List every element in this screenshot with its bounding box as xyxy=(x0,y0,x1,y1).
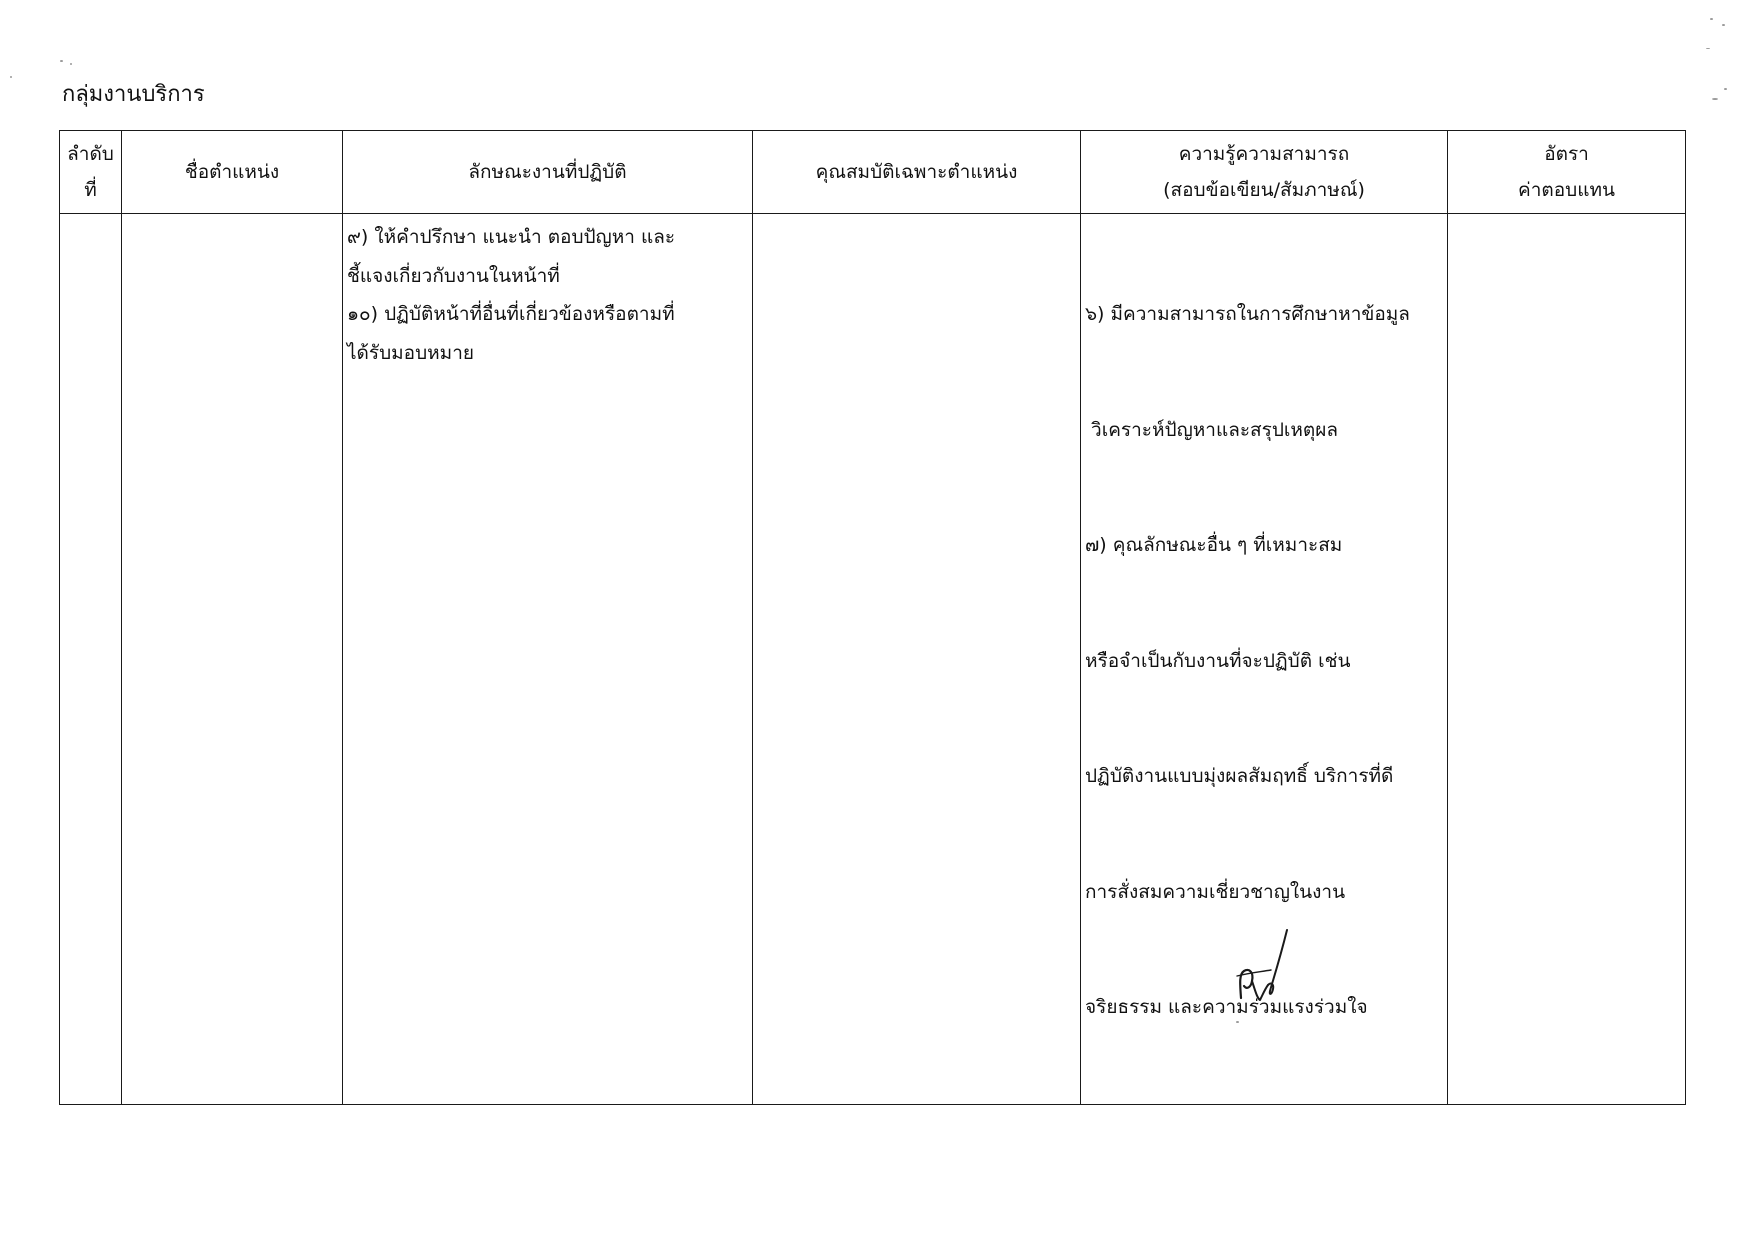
positions-table xyxy=(59,130,1686,1105)
scan-speck xyxy=(70,63,72,65)
header-order xyxy=(60,131,122,214)
table-header-row xyxy=(60,131,1686,214)
scan-speck xyxy=(1710,18,1713,20)
position-name-value xyxy=(122,214,342,218)
header-qualifications: คุณสมบัติเฉพาะตำแหน่ง xyxy=(753,131,1081,214)
knowledge-ability-line: วิเคราะห์ปัญหาและสรุปเหตุผล xyxy=(1085,418,1339,441)
cell-order xyxy=(60,214,122,1105)
handwritten-initials-icon xyxy=(1225,910,1305,1010)
header-job-description: ลักษณะงานที่ปฏิบัติ xyxy=(343,131,753,214)
knowledge-ability-line: จริยธรรม และความร่วมแรงร่วมใจ xyxy=(1085,996,1368,1018)
header-knowledge-line: (สอบข้อเขียน/สัมภาษณ์) xyxy=(1163,179,1365,201)
job-description-line: ๙) ให้คำปรึกษา แนะนำ ตอบปัญหา และ xyxy=(347,226,676,248)
header-order-line: ที่ xyxy=(84,179,97,201)
knowledge-ability-line: ปฏิบัติงานแบบมุ่งผลสัมฤทธิ์ บริการที่ดี xyxy=(1085,765,1394,787)
cell-compensation xyxy=(1448,214,1686,1105)
job-description-line: ชี้แจงเกี่ยวกับงานในหน้าที่ xyxy=(347,264,560,287)
knowledge-ability-line: หรือจำเป็นกับงานที่จะปฏิบัติ เช่น xyxy=(1085,649,1351,672)
scan-speck xyxy=(1236,1021,1239,1023)
header-compensation xyxy=(1448,131,1686,214)
knowledge-ability-line: ๗) คุณลักษณะอื่น ๆ ที่เหมาะสม xyxy=(1085,534,1343,556)
section-heading: กลุ่มงานบริการ xyxy=(62,82,205,107)
scan-speck xyxy=(60,60,63,62)
header-knowledge-line: ความรู้ความสามารถ xyxy=(1178,143,1350,165)
header-compensation-line: อัตรา xyxy=(1544,143,1589,165)
job-description-line: ได้รับมอบหมาย xyxy=(347,341,475,364)
scan-speck xyxy=(1712,98,1718,100)
cell-qualifications xyxy=(753,214,1081,1105)
order-value xyxy=(60,214,121,218)
knowledge-ability-line: ๖) มีความสามารถในการศึกษาหาข้อมูล xyxy=(1085,303,1410,325)
compensation-value xyxy=(1448,214,1685,218)
header-knowledge-ability xyxy=(1081,131,1448,214)
job-description-text xyxy=(343,214,752,372)
header-position-name: ชื่อตำแหน่ง xyxy=(122,131,343,214)
cell-job-description xyxy=(343,214,753,1105)
scan-speck xyxy=(1722,24,1725,26)
scan-speck xyxy=(1724,88,1727,90)
scan-speck xyxy=(10,76,12,78)
qualifications-value xyxy=(753,214,1080,218)
header-order-line: ลำดับ xyxy=(67,143,114,165)
knowledge-ability-line: การสั่งสมความเชี่ยวชาญในงาน xyxy=(1085,880,1346,903)
header-compensation-line: ค่าตอบแทน xyxy=(1518,179,1615,201)
table-row xyxy=(60,214,1686,1105)
scan-speck xyxy=(1706,48,1710,49)
cell-position-name xyxy=(122,214,343,1105)
job-description-line: ๑๐) ปฏิบัติหน้าที่อื่นที่เกี่ยวข้องหรือตามที่ xyxy=(347,303,675,325)
